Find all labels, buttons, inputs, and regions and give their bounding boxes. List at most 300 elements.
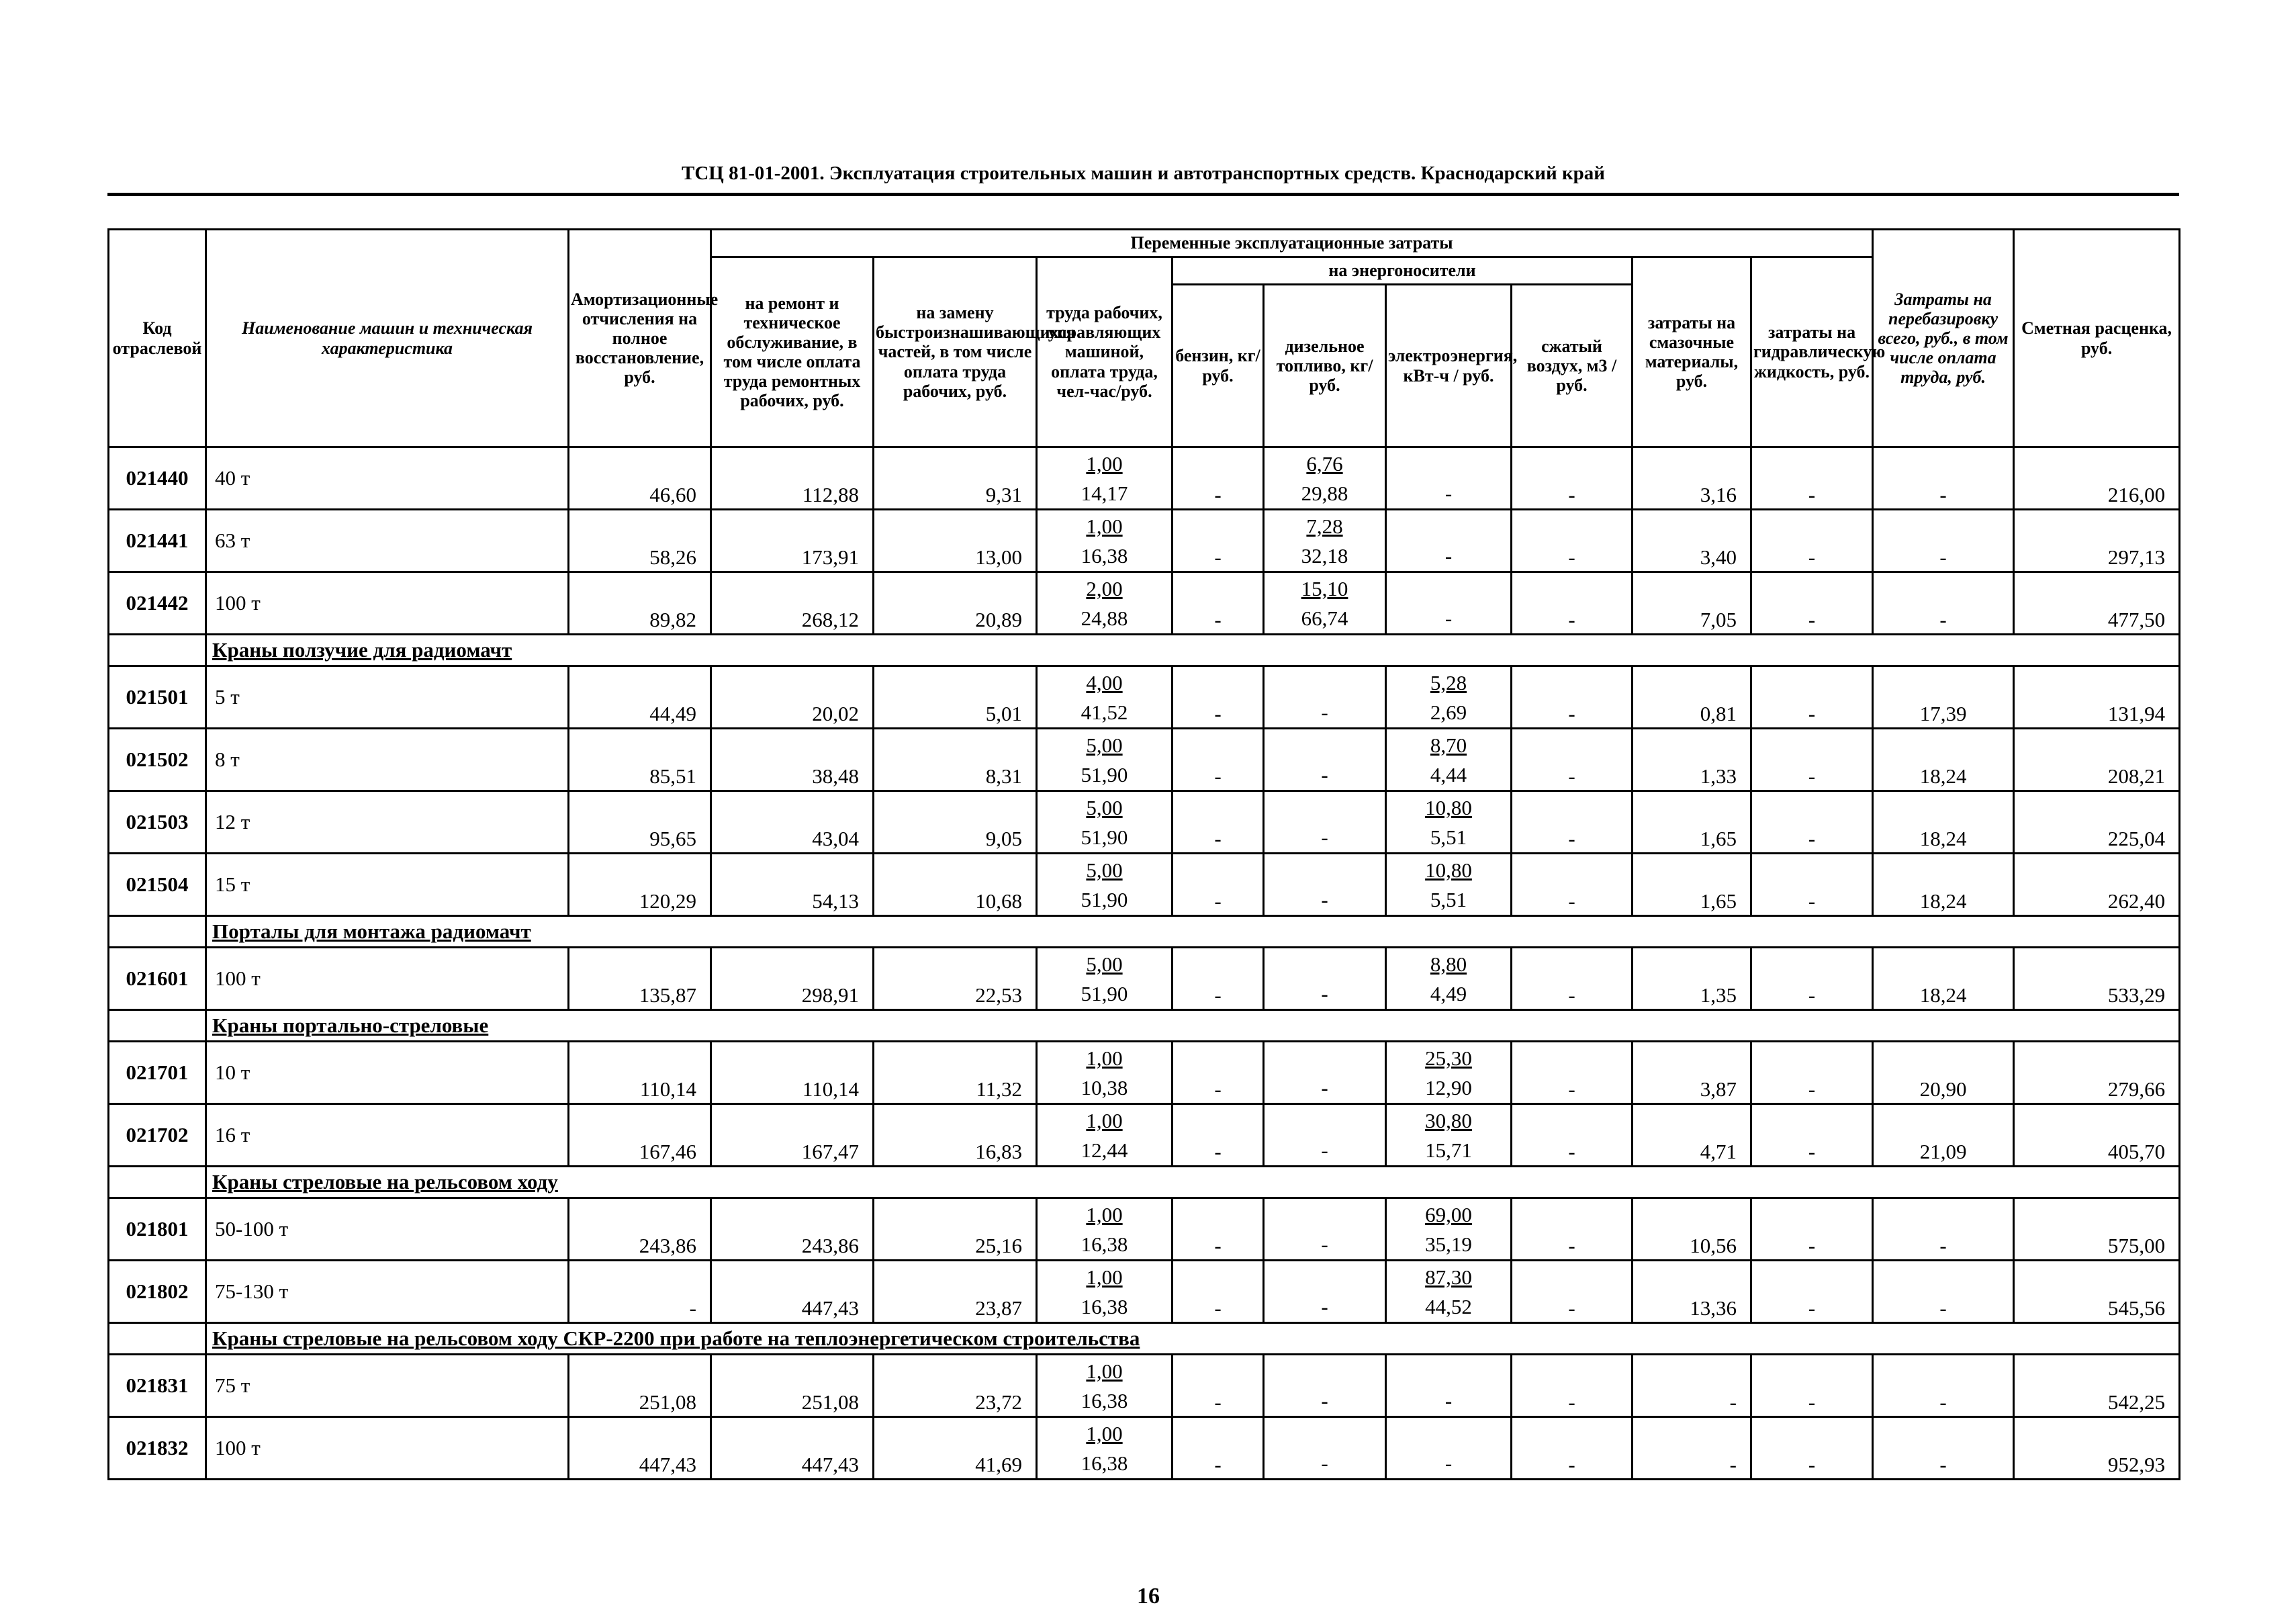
cell-air: - <box>1512 1104 1633 1167</box>
cell-electric <box>1386 1042 1512 1104</box>
cell-petrol: - <box>1173 1355 1264 1417</box>
cell-diesel <box>1264 510 1386 572</box>
cell-amort: 135,87 <box>569 948 711 1010</box>
cell-labor <box>1037 447 1173 510</box>
cell-relocation: 18,24 <box>1873 948 2014 1010</box>
cell-air: - <box>1512 1417 1633 1480</box>
table-header <box>109 230 2180 447</box>
cell-lube: - <box>1633 1417 1751 1480</box>
cell-code: 021701 <box>109 1042 206 1104</box>
cell-electric <box>1386 1198 1512 1261</box>
cell-repair: 447,43 <box>711 1417 874 1480</box>
cell-labor <box>1037 1198 1173 1261</box>
cell-repair: 110,14 <box>711 1042 874 1104</box>
cell-lube: 0,81 <box>1633 666 1751 729</box>
cell-diesel-bottom: - <box>1321 982 1328 1005</box>
section-empty-cell <box>109 916 206 948</box>
table-row <box>109 1042 2180 1104</box>
cell-parts: 41,69 <box>874 1417 1037 1480</box>
cell-hydraulic: - <box>1751 729 1873 791</box>
header-diesel: дизельное топливо, кг/руб. <box>1264 285 1386 447</box>
cell-name: 75 т <box>206 1355 569 1417</box>
cell-lube: 3,87 <box>1633 1042 1751 1104</box>
cell-code: 021442 <box>109 572 206 635</box>
cell-parts: 11,32 <box>874 1042 1037 1104</box>
cell-labor-top: 1,00 <box>1086 1359 1123 1383</box>
cell-code: 021440 <box>109 447 206 510</box>
header-code: Код отраслевой <box>109 230 206 447</box>
cell-repair: 268,12 <box>711 572 874 635</box>
cell-lube: 10,56 <box>1633 1198 1751 1261</box>
cell-petrol: - <box>1173 791 1264 854</box>
cell-parts: 9,31 <box>874 447 1037 510</box>
price-table <box>107 228 2180 1480</box>
cell-amort: - <box>569 1261 711 1323</box>
cell-code: 021501 <box>109 666 206 729</box>
cell-parts: 13,00 <box>874 510 1037 572</box>
cell-rate: 279,66 <box>2014 1042 2180 1104</box>
cell-hydraulic: - <box>1751 1261 1873 1323</box>
header-variable-group: Переменные эксплуатационные затраты <box>711 230 1873 257</box>
cell-parts: 25,16 <box>874 1198 1037 1261</box>
cell-lube: 1,33 <box>1633 729 1751 791</box>
cell-labor-bottom: 10,38 <box>1081 1076 1128 1099</box>
cell-petrol: - <box>1173 948 1264 1010</box>
cell-hydraulic: - <box>1751 1417 1873 1480</box>
cell-labor-bottom: 16,38 <box>1081 1232 1128 1256</box>
cell-name: 100 т <box>206 948 569 1010</box>
cell-air: - <box>1512 1198 1633 1261</box>
cell-relocation: 18,24 <box>1873 729 2014 791</box>
cell-name: 100 т <box>206 572 569 635</box>
table-row <box>109 447 2180 510</box>
cell-electric-bottom: - <box>1444 482 1453 505</box>
cell-relocation: - <box>1873 1417 2014 1480</box>
cell-labor <box>1037 1104 1173 1167</box>
cell-diesel <box>1264 1355 1386 1417</box>
cell-labor <box>1037 666 1173 729</box>
cell-electric <box>1386 572 1512 635</box>
cell-parts: 10,68 <box>874 854 1037 916</box>
cell-relocation: 20,90 <box>1873 1042 2014 1104</box>
cell-rate: 405,70 <box>2014 1104 2180 1167</box>
cell-labor <box>1037 854 1173 916</box>
cell-hydraulic: - <box>1751 510 1873 572</box>
cell-lube: 4,71 <box>1633 1104 1751 1167</box>
cell-rate: 208,21 <box>2014 729 2180 791</box>
cell-air: - <box>1512 854 1633 916</box>
cell-rate: 545,56 <box>2014 1261 2180 1323</box>
cell-labor <box>1037 1261 1173 1323</box>
cell-lube: 1,65 <box>1633 791 1751 854</box>
table-row <box>109 1355 2180 1417</box>
cell-electric-bottom: 5,51 <box>1430 888 1467 911</box>
header-repair: на ремонт и техническое обслуживание, в том числе оплата труда ремонтных рабочих, руб. <box>711 257 874 447</box>
cell-electric-bottom: 5,51 <box>1430 825 1467 849</box>
header-relocation: Затраты на перебазировку всего, руб., в том числе оплата труда, руб. <box>1873 230 2014 447</box>
cell-air: - <box>1512 572 1633 635</box>
cell-code: 021802 <box>109 1261 206 1323</box>
cell-labor-bottom: 14,17 <box>1081 482 1128 505</box>
header-air: сжатый воздух, м3 / руб. <box>1512 285 1633 447</box>
cell-diesel-bottom: 32,18 <box>1301 544 1348 568</box>
cell-petrol: - <box>1173 572 1264 635</box>
cell-air: - <box>1512 1261 1633 1323</box>
cell-electric <box>1386 1104 1512 1167</box>
cell-electric <box>1386 666 1512 729</box>
cell-parts: 8,31 <box>874 729 1037 791</box>
cell-code: 021832 <box>109 1417 206 1480</box>
cell-amort: 251,08 <box>569 1355 711 1417</box>
cell-amort: 110,14 <box>569 1042 711 1104</box>
cell-lube: 1,65 <box>1633 854 1751 916</box>
cell-labor-bottom: 16,38 <box>1081 544 1128 568</box>
table-row <box>109 1104 2180 1167</box>
header-lube: затраты на смазочные материалы, руб. <box>1633 257 1751 447</box>
cell-repair: 112,88 <box>711 447 874 510</box>
cell-electric <box>1386 948 1512 1010</box>
cell-labor-bottom: 41,52 <box>1081 701 1128 724</box>
cell-relocation: 17,39 <box>1873 666 2014 729</box>
cell-rate: 225,04 <box>2014 791 2180 854</box>
cell-relocation: - <box>1873 1355 2014 1417</box>
cell-labor-top: 5,00 <box>1086 733 1123 757</box>
header-labor: труда рабочих, управляющих машиной, оплата труда, чел-час/руб. <box>1037 257 1173 447</box>
cell-labor-bottom: 16,38 <box>1081 1389 1128 1412</box>
cell-name: 100 т <box>206 1417 569 1480</box>
cell-amort: 44,49 <box>569 666 711 729</box>
table-row <box>109 1417 2180 1480</box>
cell-labor-bottom: 51,90 <box>1081 763 1128 786</box>
cell-electric-bottom: - <box>1444 544 1453 568</box>
cell-diesel <box>1264 1261 1386 1323</box>
cell-name: 5 т <box>206 666 569 729</box>
cell-diesel <box>1264 572 1386 635</box>
cell-amort: 46,60 <box>569 447 711 510</box>
section-title: Краны портально-стреловые <box>206 1010 2180 1042</box>
header-petrol: бензин, кг/руб. <box>1173 285 1264 447</box>
cell-lube: - <box>1633 1355 1751 1417</box>
cell-diesel <box>1264 447 1386 510</box>
cell-labor-bottom: 51,90 <box>1081 888 1128 911</box>
cell-labor <box>1037 948 1173 1010</box>
cell-hydraulic: - <box>1751 447 1873 510</box>
cell-parts: 20,89 <box>874 572 1037 635</box>
cell-petrol: - <box>1173 1261 1264 1323</box>
cell-electric-top: 30,80 <box>1425 1109 1472 1132</box>
cell-parts: 9,05 <box>874 791 1037 854</box>
cell-name: 50-100 т <box>206 1198 569 1261</box>
cell-repair: 43,04 <box>711 791 874 854</box>
table-row <box>109 666 2180 729</box>
cell-hydraulic: - <box>1751 854 1873 916</box>
cell-relocation: - <box>1873 1198 2014 1261</box>
header-name: Наименование машин и техническая характеристика <box>206 230 569 447</box>
cell-diesel-bottom: - <box>1321 888 1328 911</box>
cell-diesel <box>1264 948 1386 1010</box>
cell-electric <box>1386 1417 1512 1480</box>
cell-labor <box>1037 791 1173 854</box>
cell-diesel-top: 6,76 <box>1306 452 1343 476</box>
cell-repair: 38,48 <box>711 729 874 791</box>
cell-hydraulic: - <box>1751 1198 1873 1261</box>
cell-petrol: - <box>1173 1198 1264 1261</box>
section-row <box>109 1323 2180 1355</box>
header-rate: Сметная расценка, руб. <box>2014 230 2180 447</box>
cell-diesel-bottom: - <box>1321 1295 1328 1318</box>
table-row <box>109 854 2180 916</box>
section-title: Краны стреловые на рельсовом ходу СКР-2200 при работе на теплоэнергетическом строительства <box>206 1323 2180 1355</box>
table-row <box>109 572 2180 635</box>
cell-rate: 262,40 <box>2014 854 2180 916</box>
section-empty-cell <box>109 1323 206 1355</box>
cell-lube: 3,16 <box>1633 447 1751 510</box>
cell-electric <box>1386 1355 1512 1417</box>
cell-electric-top: 8,80 <box>1430 952 1467 976</box>
cell-diesel <box>1264 791 1386 854</box>
cell-rate: 131,94 <box>2014 666 2180 729</box>
section-empty-cell <box>109 1167 206 1198</box>
cell-diesel <box>1264 1198 1386 1261</box>
cell-air: - <box>1512 666 1633 729</box>
cell-diesel-bottom: - <box>1321 1138 1328 1162</box>
cell-name: 8 т <box>206 729 569 791</box>
cell-electric-top: 5,28 <box>1430 671 1467 694</box>
cell-code: 021831 <box>109 1355 206 1417</box>
cell-relocation: - <box>1873 447 2014 510</box>
cell-code: 021801 <box>109 1198 206 1261</box>
cell-air: - <box>1512 510 1633 572</box>
header-rule <box>107 193 2179 196</box>
cell-diesel <box>1264 666 1386 729</box>
cell-labor-top: 1,00 <box>1086 1046 1123 1070</box>
cell-rate: 297,13 <box>2014 510 2180 572</box>
cell-diesel <box>1264 854 1386 916</box>
cell-petrol: - <box>1173 510 1264 572</box>
cell-name: 12 т <box>206 791 569 854</box>
cell-repair: 54,13 <box>711 854 874 916</box>
cell-repair: 173,91 <box>711 510 874 572</box>
cell-lube: 13,36 <box>1633 1261 1751 1323</box>
cell-electric-bottom: - <box>1444 1451 1453 1475</box>
section-empty-cell <box>109 635 206 666</box>
cell-labor <box>1037 510 1173 572</box>
cell-relocation: - <box>1873 1261 2014 1323</box>
cell-electric <box>1386 791 1512 854</box>
cell-name: 40 т <box>206 447 569 510</box>
section-row <box>109 916 2180 948</box>
cell-code: 021502 <box>109 729 206 791</box>
cell-diesel-bottom: - <box>1321 825 1328 849</box>
header-amort: Амортизационные отчисления на полное восстановление, руб. <box>569 230 711 447</box>
cell-air: - <box>1512 1042 1633 1104</box>
cell-lube: 7,05 <box>1633 572 1751 635</box>
cell-rate: 533,29 <box>2014 948 2180 1010</box>
cell-amort: 447,43 <box>569 1417 711 1480</box>
cell-petrol: - <box>1173 1104 1264 1167</box>
table-row <box>109 1261 2180 1323</box>
section-row <box>109 1010 2180 1042</box>
cell-amort: 120,29 <box>569 854 711 916</box>
cell-air: - <box>1512 1355 1633 1417</box>
header-energy-group: на энергоносители <box>1173 257 1633 285</box>
cell-code: 021503 <box>109 791 206 854</box>
cell-amort: 89,82 <box>569 572 711 635</box>
table-row <box>109 1198 2180 1261</box>
cell-labor-top: 5,00 <box>1086 858 1123 882</box>
cell-diesel-top: 15,10 <box>1301 577 1348 600</box>
header-parts: на замену быстроизнашивающихся частей, в том числе оплата труда рабочих, руб. <box>874 257 1037 447</box>
cell-electric-top: 87,30 <box>1425 1265 1472 1289</box>
cell-petrol: - <box>1173 447 1264 510</box>
cell-code: 021504 <box>109 854 206 916</box>
cell-labor-top: 1,00 <box>1086 514 1123 538</box>
cell-electric-bottom: 35,19 <box>1425 1232 1472 1256</box>
cell-electric <box>1386 510 1512 572</box>
cell-lube: 3,40 <box>1633 510 1751 572</box>
header-electric: электроэнергия, кВт-ч / руб. <box>1386 285 1512 447</box>
cell-name: 15 т <box>206 854 569 916</box>
cell-electric-bottom: 44,52 <box>1425 1295 1472 1318</box>
cell-labor <box>1037 729 1173 791</box>
cell-hydraulic: - <box>1751 1104 1873 1167</box>
cell-diesel-bottom: - <box>1321 1232 1328 1256</box>
cell-repair: 20,02 <box>711 666 874 729</box>
cell-electric <box>1386 729 1512 791</box>
cell-rate: 575,00 <box>2014 1198 2180 1261</box>
cell-repair: 243,86 <box>711 1198 874 1261</box>
cell-rate: 216,00 <box>2014 447 2180 510</box>
cell-petrol: - <box>1173 1042 1264 1104</box>
cell-diesel <box>1264 729 1386 791</box>
cell-air: - <box>1512 791 1633 854</box>
section-row <box>109 1167 2180 1198</box>
cell-petrol: - <box>1173 1417 1264 1480</box>
cell-parts: 5,01 <box>874 666 1037 729</box>
cell-repair: 298,91 <box>711 948 874 1010</box>
cell-rate: 542,25 <box>2014 1355 2180 1417</box>
cell-labor-bottom: 51,90 <box>1081 825 1128 849</box>
cell-parts: 22,53 <box>874 948 1037 1010</box>
section-title: Порталы для монтажа радиомачт <box>206 916 2180 948</box>
cell-name: 16 т <box>206 1104 569 1167</box>
page-header: ТСЦ 81-01-2001. Эксплуатация строительных машин и автотранспортных средств. Краснодарский край <box>682 163 1605 184</box>
cell-electric-top: 8,70 <box>1430 733 1467 757</box>
cell-amort: 167,46 <box>569 1104 711 1167</box>
cell-hydraulic: - <box>1751 948 1873 1010</box>
cell-air: - <box>1512 447 1633 510</box>
cell-diesel <box>1264 1042 1386 1104</box>
cell-amort: 243,86 <box>569 1198 711 1261</box>
section-title: Краны стреловые на рельсовом ходу <box>206 1167 2180 1198</box>
cell-parts: 16,83 <box>874 1104 1037 1167</box>
cell-labor-top: 1,00 <box>1086 452 1123 476</box>
cell-diesel-bottom: - <box>1321 1451 1328 1475</box>
cell-labor-bottom: 16,38 <box>1081 1451 1128 1475</box>
section-row <box>109 635 2180 666</box>
cell-electric-bottom: 4,49 <box>1430 982 1467 1005</box>
cell-hydraulic: - <box>1751 572 1873 635</box>
cell-parts: 23,72 <box>874 1355 1037 1417</box>
cell-relocation: 18,24 <box>1873 791 2014 854</box>
cell-diesel <box>1264 1417 1386 1480</box>
cell-electric-top: 25,30 <box>1425 1046 1472 1070</box>
cell-labor-top: 1,00 <box>1086 1422 1123 1445</box>
cell-relocation: 18,24 <box>1873 854 2014 916</box>
cell-air: - <box>1512 948 1633 1010</box>
cell-diesel-bottom: - <box>1321 763 1328 786</box>
cell-diesel-bottom: 29,88 <box>1301 482 1348 505</box>
cell-diesel-bottom: - <box>1321 701 1328 724</box>
section-empty-cell <box>109 1010 206 1042</box>
cell-code: 021601 <box>109 948 206 1010</box>
cell-diesel-bottom: - <box>1321 1389 1328 1412</box>
cell-hydraulic: - <box>1751 791 1873 854</box>
section-title: Краны ползучие для радиомачт <box>206 635 2180 666</box>
header-hydraulic: затраты на гидравлическую жидкость, руб. <box>1751 257 1873 447</box>
table-row <box>109 948 2180 1010</box>
cell-petrol: - <box>1173 854 1264 916</box>
cell-labor-top: 5,00 <box>1086 952 1123 976</box>
cell-labor <box>1037 1417 1173 1480</box>
cell-electric-top: 10,80 <box>1425 858 1472 882</box>
cell-electric-bottom: 4,44 <box>1430 763 1467 786</box>
cell-name: 63 т <box>206 510 569 572</box>
cell-labor-top: 1,00 <box>1086 1203 1123 1226</box>
cell-labor-bottom: 24,88 <box>1081 606 1128 630</box>
cell-relocation: - <box>1873 510 2014 572</box>
cell-labor-bottom: 51,90 <box>1081 982 1128 1005</box>
cell-labor-top: 2,00 <box>1086 577 1123 600</box>
cell-diesel-top: 7,28 <box>1306 514 1343 538</box>
cell-parts: 23,87 <box>874 1261 1037 1323</box>
cell-diesel-bottom: 66,74 <box>1301 606 1348 630</box>
cell-repair: 447,43 <box>711 1261 874 1323</box>
cell-electric <box>1386 447 1512 510</box>
cell-electric <box>1386 1261 1512 1323</box>
cell-petrol: - <box>1173 666 1264 729</box>
cell-name: 10 т <box>206 1042 569 1104</box>
cell-labor <box>1037 1355 1173 1417</box>
cell-diesel <box>1264 1104 1386 1167</box>
cell-rate: 952,93 <box>2014 1417 2180 1480</box>
cell-amort: 95,65 <box>569 791 711 854</box>
cell-relocation: - <box>1873 572 2014 635</box>
cell-petrol: - <box>1173 729 1264 791</box>
cell-code: 021441 <box>109 510 206 572</box>
table-row <box>109 791 2180 854</box>
cell-electric <box>1386 854 1512 916</box>
cell-hydraulic: - <box>1751 1042 1873 1104</box>
cell-electric-bottom: 12,90 <box>1425 1076 1472 1099</box>
cell-code: 021702 <box>109 1104 206 1167</box>
cell-hydraulic: - <box>1751 666 1873 729</box>
cell-name: 75-130 т <box>206 1261 569 1323</box>
cell-labor-top: 1,00 <box>1086 1109 1123 1132</box>
cell-electric-top: 10,80 <box>1425 796 1472 819</box>
cell-hydraulic: - <box>1751 1355 1873 1417</box>
cell-electric-bottom: 2,69 <box>1430 701 1467 724</box>
cell-amort: 58,26 <box>569 510 711 572</box>
cell-relocation: 21,09 <box>1873 1104 2014 1167</box>
cell-labor <box>1037 1042 1173 1104</box>
cell-electric-bottom: - <box>1444 606 1453 630</box>
cell-amort: 85,51 <box>569 729 711 791</box>
cell-diesel-bottom: - <box>1321 1076 1328 1099</box>
table-row <box>109 510 2180 572</box>
table-row <box>109 729 2180 791</box>
cell-repair: 251,08 <box>711 1355 874 1417</box>
